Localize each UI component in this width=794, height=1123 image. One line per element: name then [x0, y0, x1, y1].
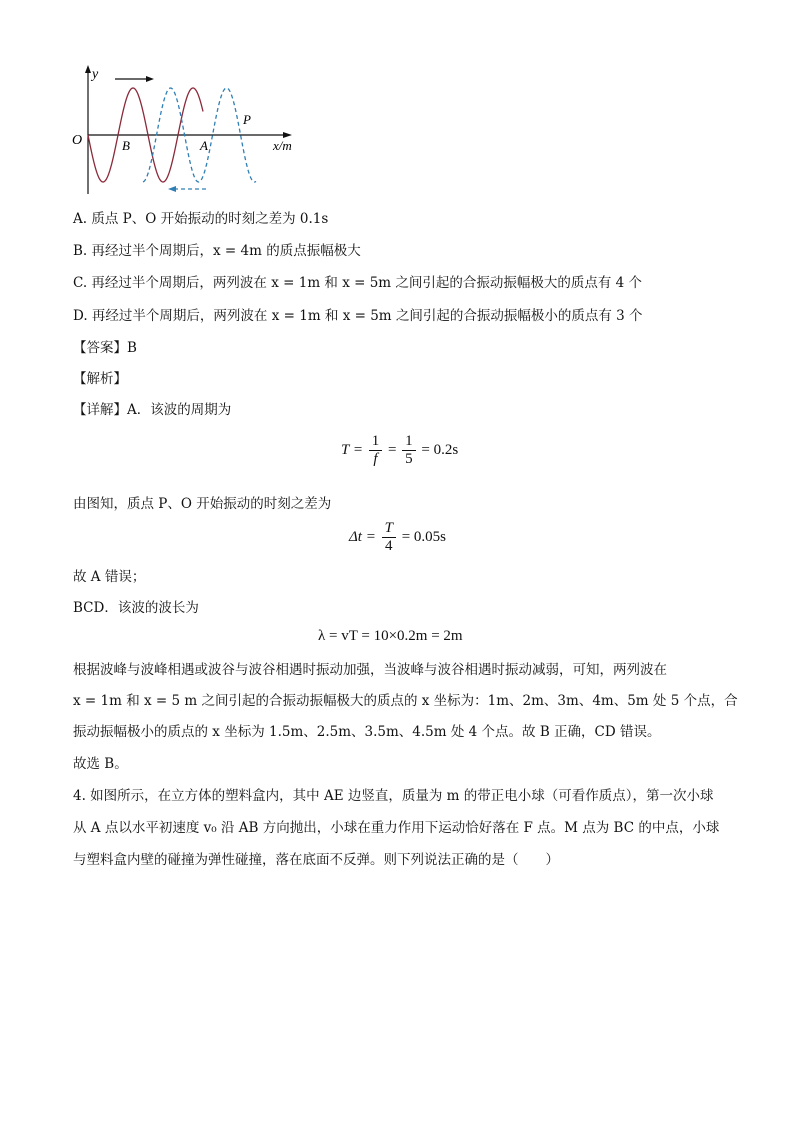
- wavelength-equation: λ = vT = 10×0.2m = 2m: [318, 628, 463, 644]
- detail-p6: x = 1m 和 x = 5 m 之间引起的合振动振幅极大的质点的 x 坐标为：1m、2m、3m、4m、5m 处 5 个点，合: [73, 693, 738, 709]
- wave-figure: [70, 62, 310, 202]
- question-4-line-2: 从 A 点以水平初速度 v₀ 沿 AB 方向抛出，小球在重力作用下运动恰好落在 F 点。M 点为 BC 的中点，小球: [73, 820, 720, 836]
- detail-p4: BCD．该波的波长为: [73, 600, 199, 616]
- detail-p5: 根据波峰与波峰相遇或波谷与波谷相遇时振动加强，当波峰与波谷相遇时振动减弱，可知，两列波在: [73, 662, 667, 678]
- y-axis-label: y: [92, 67, 99, 82]
- question-4-line-1: 4. 如图所示，在立方体的塑料盒内，其中 AE 边竖直，质量为 m 的带正电小球（可看作质点），第一次小球: [73, 788, 714, 804]
- origin-label: O: [72, 133, 83, 148]
- eq2-den: 4: [385, 538, 393, 554]
- eq1-fraction-2: [402, 433, 416, 468]
- eq1-fraction-1: [369, 433, 383, 468]
- option-d: D. 再经过半个周期后，两列波在 x = 1m 和 x = 5m 之间引起的合振动振幅极小的质点有 3 个: [73, 308, 643, 324]
- eq2-num: T: [382, 520, 396, 538]
- eq2-fraction: [382, 520, 396, 555]
- x-axis-label: x/m: [273, 138, 292, 153]
- detail-p3: 故 A 错误；: [73, 569, 146, 585]
- option-c: C. 再经过半个周期后，两列波在 x = 1m 和 x = 5m 之间引起的合振动振幅极大的质点有 4 个: [73, 275, 643, 291]
- eq2-rhs: = 0.05s: [401, 528, 446, 545]
- eq1-den-1: f: [373, 451, 378, 467]
- detail-intro: 【详解】A．该波的周期为: [73, 402, 232, 418]
- analysis-heading: 【解析】: [73, 371, 127, 387]
- point-b-label: B: [122, 138, 130, 153]
- point-a-label: A: [200, 138, 208, 153]
- leftward-arrowhead: [168, 186, 176, 192]
- option-b: B. 再经过半个周期后，x = 4m 的质点振幅极大: [73, 243, 361, 259]
- eq1-rhs: = 0.2s: [421, 441, 459, 458]
- rightward-arrowhead: [146, 76, 154, 82]
- detail-p2: 由图知，质点 P、O 开始振动的时刻之差为: [73, 496, 332, 512]
- point-p-label: P: [243, 112, 251, 127]
- eq1-den-2: 5: [405, 451, 413, 467]
- eq2-lhs: Δt =: [349, 528, 376, 545]
- eq1-lhs: T =: [341, 441, 363, 458]
- eq1-mid: =: [387, 441, 397, 458]
- eq1-num-1: 1: [369, 433, 383, 451]
- answer-line: 【答案】B: [73, 340, 137, 356]
- time-difference-equation: [349, 520, 446, 555]
- question-4-line-3: 与塑料盒内壁的碰撞为弹性碰撞，落在底面不反弹。则下列说法正确的是（ ）: [73, 852, 559, 868]
- option-a: A. 质点 P、O 开始振动的时刻之差为 0.1s: [73, 211, 329, 227]
- detail-p7: 振动振幅极小的质点的 x 坐标为 1.5m、2.5m、3.5m、4.5m 处 4 个点。故 B 正确，CD 错误。: [73, 724, 661, 740]
- y-axis-arrow: [85, 65, 91, 73]
- period-equation: [341, 433, 458, 468]
- eq1-num-2: 1: [402, 433, 416, 451]
- detail-p8: 故选 B。: [73, 756, 128, 772]
